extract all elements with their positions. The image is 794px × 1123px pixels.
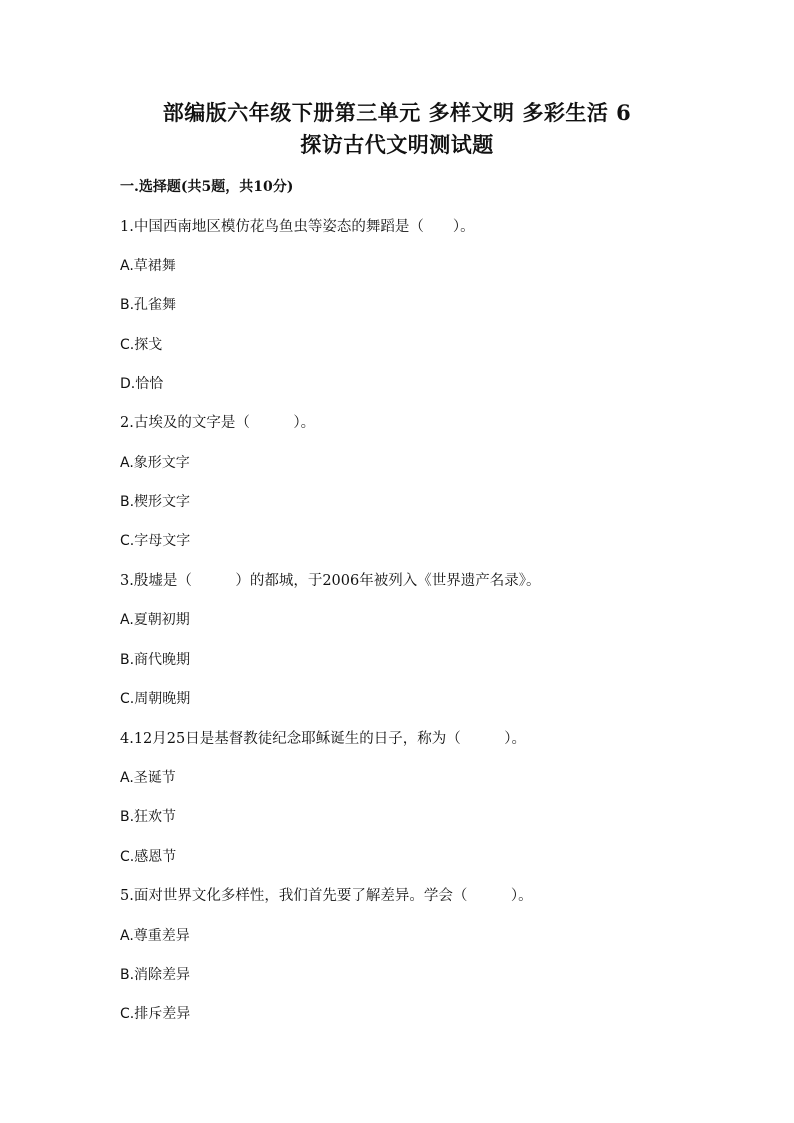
page-title-line-2: 探访古代文明测试题 xyxy=(300,132,494,157)
question-4: 4.12月25日是基督教徒纪念耶稣诞生的日子，称为（ ）。 xyxy=(120,731,526,747)
question-3-option-a: A.夏朝初期 xyxy=(120,612,190,628)
question-1: 1.中国西南地区模仿花鸟鱼虫等姿态的舞蹈是（ ）。 xyxy=(120,219,475,235)
question-2-option-c: C.字母文字 xyxy=(120,533,191,549)
question-4-option-c: C.感恩节 xyxy=(120,849,177,865)
question-5-option-b: B.消除差异 xyxy=(120,967,191,983)
question-5: 5.面对世界文化多样性，我们首先要了解差异。学会（ ）。 xyxy=(120,888,533,904)
question-5-option-c: C.排斥差异 xyxy=(120,1006,191,1022)
question-1-option-b: B.孔雀舞 xyxy=(120,297,177,313)
question-4-option-b: B.狂欢节 xyxy=(120,809,177,825)
question-4-option-a: A.圣诞节 xyxy=(120,770,176,786)
question-2: 2.古埃及的文字是（ ）。 xyxy=(120,415,316,431)
question-3-option-b: B.商代晚期 xyxy=(120,652,191,668)
question-2-option-b: B.楔形文字 xyxy=(120,494,191,510)
question-1-option-c: C.探戈 xyxy=(120,337,163,353)
question-3-option-c: C.周朝晚期 xyxy=(120,691,191,707)
question-1-option-d: D.恰恰 xyxy=(120,376,164,392)
question-3: 3.殷墟是（ ）的都城，于2006年被列入《世界遗产名录》。 xyxy=(120,573,541,589)
question-2-option-a: A.象形文字 xyxy=(120,455,190,471)
question-5-option-a: A.尊重差异 xyxy=(120,928,190,944)
question-1-option-a: A.草裙舞 xyxy=(120,258,176,274)
section-heading: 一.选择题(共5题，共10分) xyxy=(120,179,294,195)
page-title-line-1: 部编版六年级下册第三单元 多样文明 多彩生活 6 xyxy=(162,100,632,125)
